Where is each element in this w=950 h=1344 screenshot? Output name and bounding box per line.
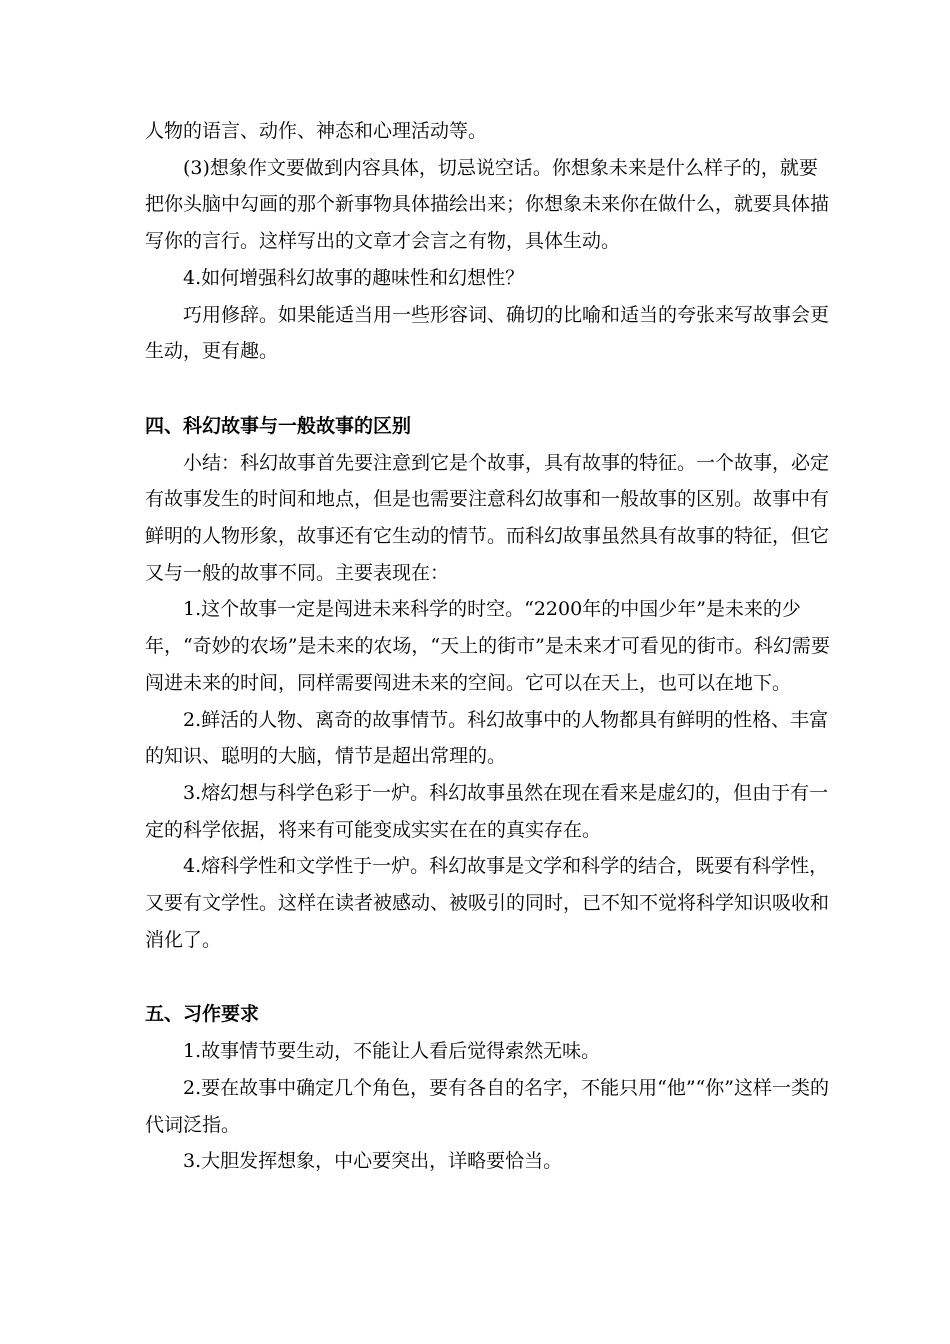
section-5-item-2: 2.要在故事中确定几个角色，要有各自的名字，不能只用“他”“你”这样一类的代词泛指。 bbox=[145, 1076, 829, 1136]
section-gap bbox=[145, 370, 835, 408]
section-4-item-3: 3.熔幻想与科学色彩于一炉。科幻故事虽然在现在看来是虚幻的，但由于有一定的科学依据，将来有可能变成实实在在的真实存在。 bbox=[145, 781, 829, 841]
document-body bbox=[145, 113, 835, 1180]
section-5-item-3: 3.大胆发挥想象，中心要突出，详略要恰当。 bbox=[183, 1150, 563, 1173]
question-4: 4.如何增强科幻故事的趣味性和幻想性？ bbox=[183, 266, 525, 289]
paragraph-continuation: 人物的语言、动作、神态和心理活动等。 bbox=[145, 120, 488, 142]
section-4-item-2: 2.鲜活的人物、离奇的故事情节。科幻故事中的人物都具有鲜明的性格、丰富的知识、聪明的大脑，情节是超出常理的。 bbox=[145, 708, 829, 768]
section-4-item-1: 1.这个故事一定是闯进未来科学的时空。“2200年的中国少年”是未来的少年，“奇妙的农场”是未来的农场，“天上的街市”是未来才可看见的街市。科幻需要闯进未来的时间，同样需要闯进未来的空间。它可以在天上，也可以在地下。 bbox=[145, 598, 830, 694]
section-5-item-1: 1.故事情节要生动，不能让人看后觉得索然无味。 bbox=[183, 1040, 601, 1063]
section-4-summary: 小结：科幻故事首先要注意到它是个故事，具有故事的特征。一个故事，必定有故事发生的时间和地点，但是也需要注意科幻故事和一般故事的区别。故事中有鲜明的人物形象，故事还有它生动的情节。而科幻故事虽然具有故事的特征，但它又与一般的故事不同。主要表现在： bbox=[145, 451, 830, 584]
section-gap bbox=[145, 958, 835, 996]
answer-4: 巧用修辞。如果能适当用一些形容词、确切的比喻和适当的夸张来写故事会更生动，更有趣。 bbox=[145, 303, 830, 363]
paragraph-point-3: (3)想象作文要做到内容具体，切忌说空话。你想象未来是什么样子的，就要把你头脑中勾画的那个新事物具体描绘出来；你想象未来你在做什么，就要具体描写你的言行。这样写出的文章才会言之有物，具体生动。 bbox=[145, 156, 830, 253]
section-4-heading: 四、科幻故事与一般故事的区别 bbox=[145, 414, 412, 437]
section-5-heading: 五、习作要求 bbox=[145, 1003, 260, 1026]
section-4-item-4: 4.熔科学性和文学性于一炉。科幻故事是文学和科学的结合，既要有科学性，又要有文学性。这样在读者被感动、被吸引的同时，已不知不觉将科学知识吸收和消化了。 bbox=[145, 855, 830, 951]
